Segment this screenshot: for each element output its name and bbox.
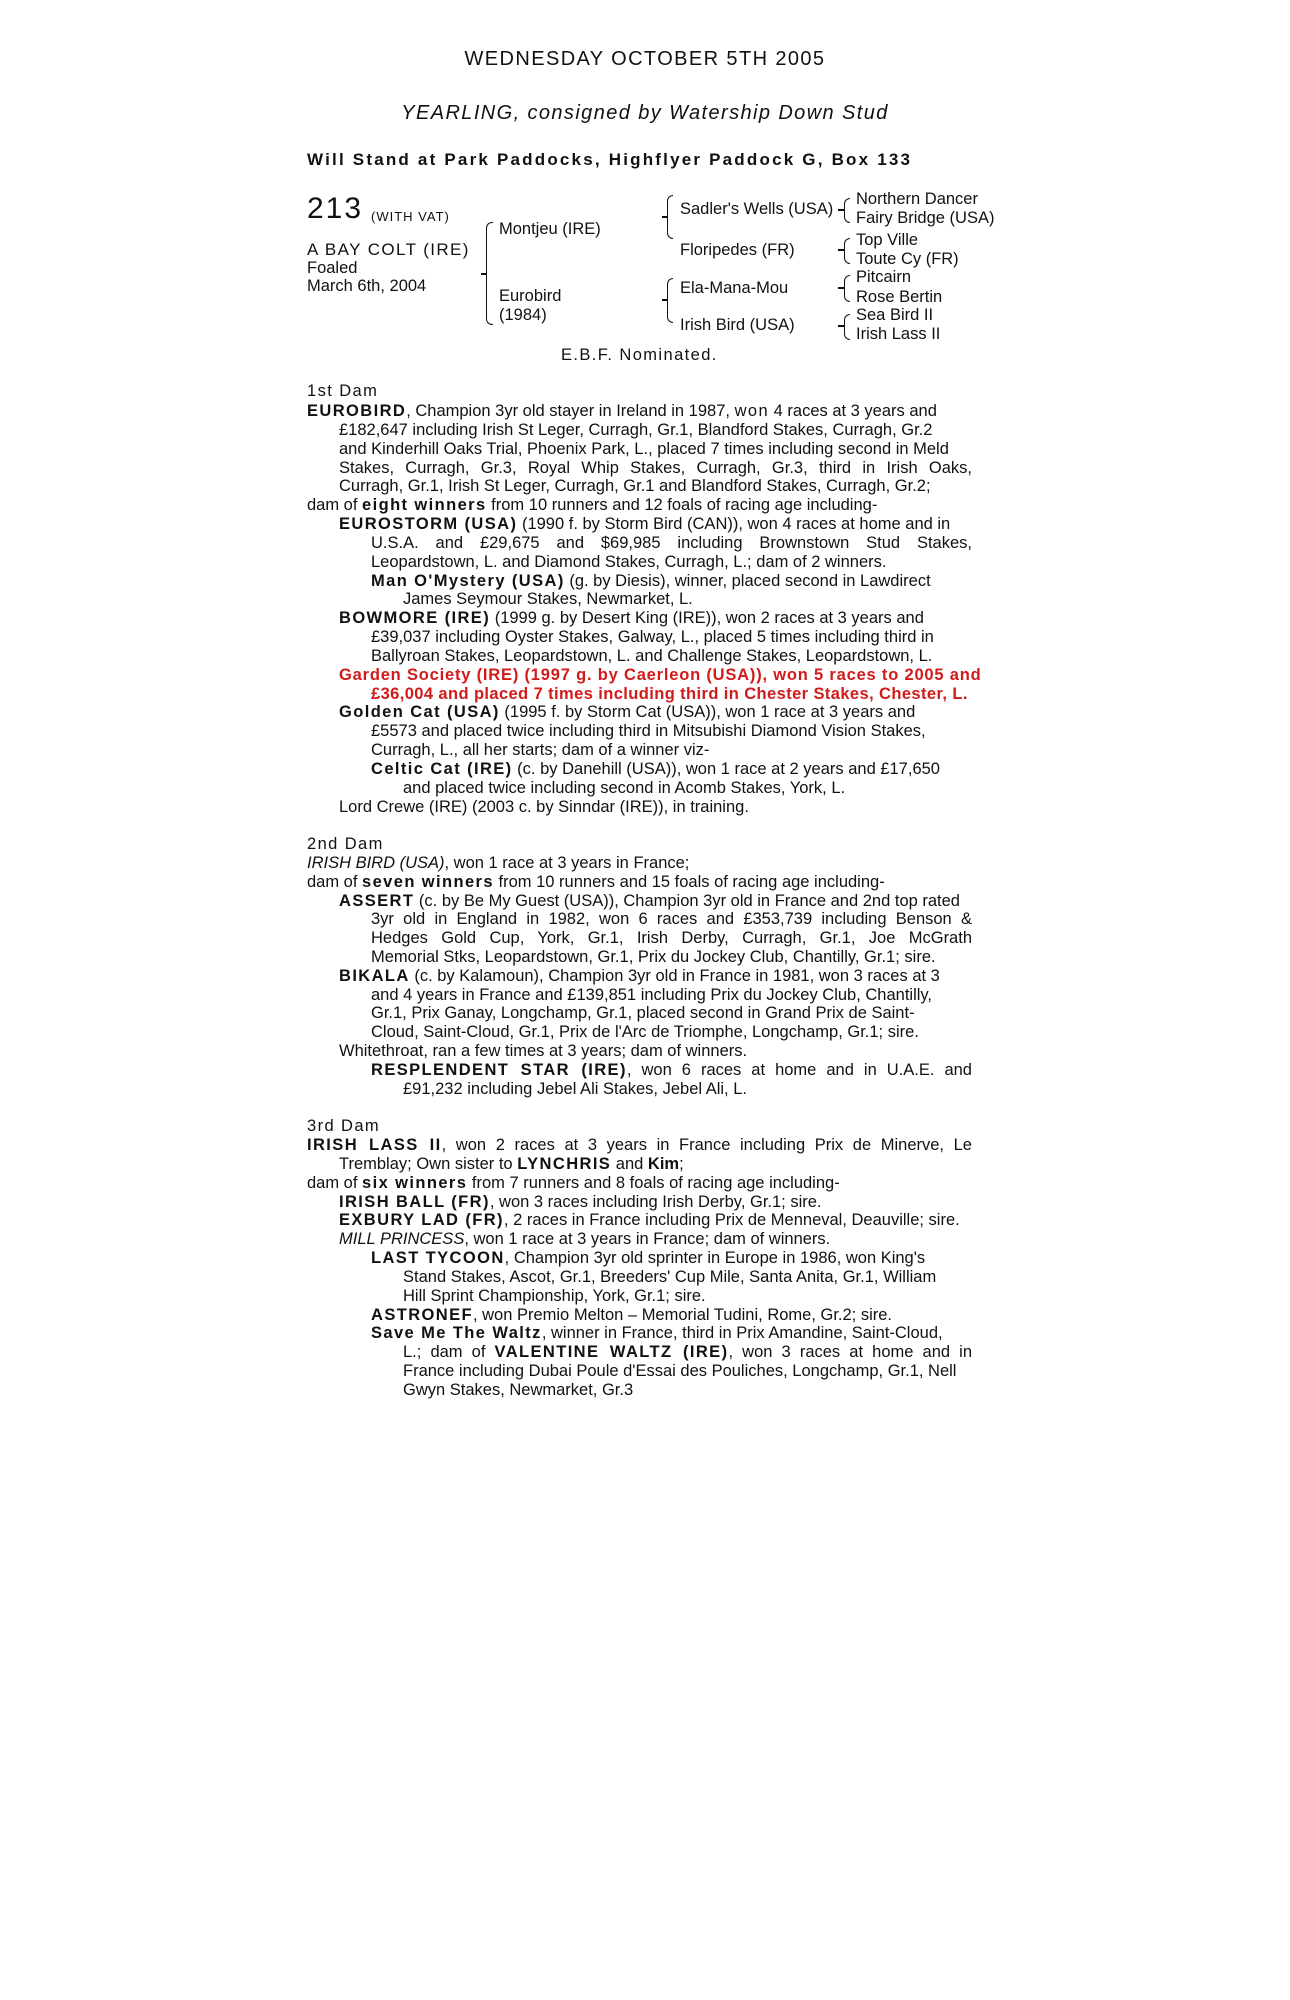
pedigree-brace-point [481,273,487,275]
first-dam-line: Leopardstown, L. and Diamond Stakes, Curragh, L.; dam of 2 winners. [371,553,887,571]
ebf-note: E.B.F. Nominated. [561,346,718,364]
second-dam-line: Whitethroat, ran a few times at 3 years; dam of winners. [339,1042,748,1060]
sire-sire-sire: Northern Dancer [856,190,978,208]
first-dam-line: Golden Cat (USA) (1995 f. by Storm Cat (USA)), won 1 race at 3 years and [339,703,916,721]
third-dam-line: IRISH LASS II, won 2 races at 3 years in France including Prix de Minerve, Le [307,1136,972,1154]
third-dam-line: MILL PRINCESS, won 1 race at 3 years in France; dam of winners. [339,1230,831,1248]
dam-sire-dam: Rose Bertin [856,288,943,306]
first-dam-heading: 1st Dam [307,382,379,400]
second-dam-line: and 4 years in France and £139,851 including Prix du Jockey Club, Chantilly, [371,986,933,1004]
sire: Montjeu (IRE) [499,220,601,238]
dam-sire: Ela-Mana-Mou [680,279,789,297]
sire-dam-sire: Top Ville [856,231,919,249]
highlighted-entry: Garden Society (IRE) (1997 g. by Caerleon (USA)), won 5 races to 2005 and [339,666,982,684]
third-dam-line: Hill Sprint Championship, York, Gr.1; sire. [403,1287,706,1305]
second-dam-heading: 2nd Dam [307,835,384,853]
third-dam-line: France including Dubai Poule d'Essai des Pouliches, Longchamp, Gr.1, Nell [403,1362,957,1380]
first-dam-line: BOWMORE (IRE) (1999 g. by Desert King (IRE)), won 2 races at 3 years and [339,609,924,627]
pedigree-brace [486,274,493,325]
first-dam-line: £5573 and placed twice including third in Mitsubishi Diamond Vision Stakes, [371,722,926,740]
sire-dam: Floripedes (FR) [680,241,795,259]
third-dam-line: L.; dam of VALENTINE WALTZ (IRE), won 3 races at home and in [403,1343,973,1361]
first-dam-line: dam of eight winners from 10 runners and 12 foals of racing age including- [307,496,878,514]
first-dam-line: Curragh, Gr.1, Irish St Leger, Curragh, Gr.1 and Blandford Stakes, Curragh, Gr.2; [339,477,931,495]
dam-dam-dam: Irish Lass II [856,325,941,343]
third-dam-line: dam of six winners from 7 runners and 8 foals of racing age including- [307,1174,840,1192]
second-dam-line: £91,232 including Jebel Ali Stakes, Jebel Ali, L. [403,1080,747,1098]
first-dam-line: and placed twice including second in Acomb Stakes, York, L. [403,779,846,797]
second-dam-line: 3yr old in England in 1982, won 6 races and £353,739 including Benson & [371,910,972,928]
pedigree-brace [667,195,673,218]
foaled-date: March 6th, 2004 [307,277,427,295]
pedigree-brace [486,222,493,275]
stand-location: Will Stand at Park Paddocks, Highflyer Paddock G, Box 133 [307,150,913,169]
third-dam-line: Gwyn Stakes, Newmarket, Gr.3 [403,1381,634,1399]
first-dam-line: £39,037 including Oyster Stakes, Galway, L., placed 5 times including third in [371,628,934,646]
pedigree-brace-point [838,325,844,327]
pedigree-brace [667,278,673,301]
pedigree-brace [844,275,850,289]
pedigree-brace-point [662,216,668,218]
first-dam-line: Stakes, Curragh, Gr.3, Royal Whip Stakes, Curragh, Gr.3, third in Irish Oaks, [339,459,972,477]
third-dam-line: LAST TYCOON, Champion 3yr old sprinter in Europe in 1986, won King's [371,1249,926,1267]
dam-year: (1984) [499,306,547,324]
pedigree-brace [667,217,673,239]
first-dam-line: Ballyroan Stakes, Leopardstown, L. and Challenge Stakes, Leopardstown, L. [371,647,933,665]
second-dam-line: Cloud, Saint-Cloud, Gr.1, Prix de l'Arc de Triomphe, Longchamp, Gr.1; sire. [371,1023,919,1041]
pedigree-brace [667,300,673,323]
first-dam-line: Man O'Mystery (USA) (g. by Diesis), winner, placed second in Lawdirect [371,572,931,590]
pedigree-brace-point [662,299,668,301]
first-dam-line: James Seymour Stakes, Newmarket, L. [403,590,693,608]
second-dam-line: Gr.1, Prix Ganay, Longchamp, Gr.1, placed second in Grand Prix de Saint- [371,1004,915,1022]
highlighted-entry: £36,004 and placed 7 times including third in Chester Stakes, Chester, L. [371,685,968,703]
pedigree-brace-point [838,249,844,251]
first-dam-line: £182,647 including Irish St Leger, Curragh, Gr.1, Blandford Stakes, Curragh, Gr.2 [339,421,933,439]
pedigree-brace-point [838,287,844,289]
dam-name: IRISH BIRD (USA) [307,854,445,872]
pedigree-brace-point [838,209,844,211]
lot-number: 213 [307,192,364,225]
third-dam-line: Save Me The Waltz, winner in France, third in Prix Amandine, Saint-Cloud, [371,1324,943,1342]
second-dam-line: Hedges Gold Cup, York, Gr.1, Irish Derby, Curragh, Gr.1, Joe McGrath [371,929,972,947]
first-dam-line: U.S.A. and £29,675 and $69,985 including Brownstown Stud Stakes, [371,534,972,552]
dam-name: EUROBIRD [307,402,407,420]
first-dam-line: Celtic Cat (IRE) (c. by Danehill (USA)), won 1 race at 2 years and £17,650 [371,760,940,778]
second-dam-line: IRISH BIRD (USA), won 1 race at 3 years in France; [307,854,690,872]
sale-date: WEDNESDAY OCTOBER 5TH 2005 [464,48,826,70]
pedigree-brace [844,326,850,340]
foaled-label: Foaled [307,259,358,277]
second-dam-line: BIKALA (c. by Kalamoun), Champion 3yr old in France in 1981, won 3 races at 3 [339,967,940,985]
sire-sire: Sadler's Wells (USA) [680,200,834,218]
second-dam-line: Memorial Stks, Leopardstown, Gr.1, Prix du Jockey Club, Chantilly, Gr.1; sire. [371,948,936,966]
pedigree-brace [844,288,850,302]
dam-name: IRISH LASS II [307,1136,442,1154]
first-dam-line: EUROSTORM (USA) (1990 f. by Storm Bird (CAN)), won 4 races at home and in [339,515,951,533]
third-dam-line: IRISH BALL (FR), won 3 races including Irish Derby, Gr.1; sire. [339,1193,822,1211]
second-dam-line: ASSERT (c. by Be My Guest (USA)), Champion 3yr old in France and 2nd top rated [339,892,960,910]
consignment-line: YEARLING, consigned by Watership Down Stud [401,102,889,124]
pedigree-brace [844,210,850,223]
dam-sire-sire: Pitcairn [856,268,912,286]
third-dam-line: ASTRONEF, won Premio Melton – Memorial Tudini, Rome, Gr.2; sire. [371,1306,893,1324]
third-dam-line: Stand Stakes, Ascot, Gr.1, Breeders' Cup Mile, Santa Anita, Gr.1, William [403,1268,937,1286]
sire-dam-dam: Toute Cy (FR) [856,250,959,268]
pedigree-brace [844,250,850,264]
first-dam-line: and Kinderhill Oaks Trial, Phoenix Park, L., placed 7 times including second in Meld [339,440,949,458]
dam-dam-sire: Sea Bird II [856,306,934,324]
dam-dam: Irish Bird (USA) [680,316,795,334]
third-dam-line: Tremblay; Own sister to LYNCHRIS and Kim; [339,1155,684,1173]
first-dam-line: Lord Crewe (IRE) (2003 c. by Sinndar (IRE)), in training. [339,798,749,816]
third-dam-heading: 3rd Dam [307,1117,381,1135]
third-dam-line: EXBURY LAD (FR), 2 races in France including Prix de Menneval, Deauville; sire. [339,1211,960,1229]
dam: Eurobird [499,287,562,305]
lot-description: A BAY COLT (IRE) [307,240,470,259]
second-dam-line: dam of seven winners from 10 runners and 15 foals of racing age including- [307,873,885,891]
first-dam-line: EUROBIRD, Champion 3yr old stayer in Ireland in 1987, won 4 races at 3 years and [307,402,937,420]
vat-note: (WITH VAT) [371,209,450,224]
sire-sire-dam: Fairy Bridge (USA) [856,209,995,227]
first-dam-line: Curragh, L., all her starts; dam of a winner viz- [371,741,710,759]
second-dam-line: RESPLENDENT STAR (IRE), won 6 races at home and in U.A.E. and [371,1061,972,1079]
